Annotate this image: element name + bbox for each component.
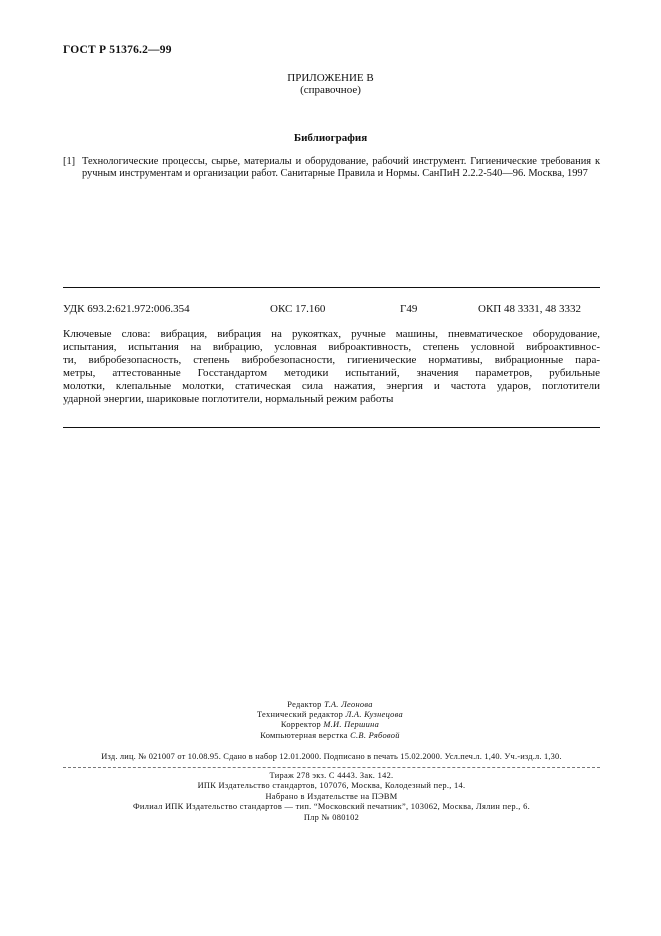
editor-role: Редактор xyxy=(287,700,322,709)
corrector-name: М.И. Першина xyxy=(323,720,380,730)
branch-address-line: Филиал ИПК Издательство стандартов — тип. “Московский печатник”, 103062, Москва, Лялин пер., 6. xyxy=(133,802,530,812)
editor-name: Т.А. Леонова xyxy=(324,700,373,709)
layout-role: Компьютерная верстка xyxy=(260,730,348,740)
document-code: ГОСТ Р 51376.2—99 xyxy=(63,44,172,56)
appendix-subtitle: (справочное) xyxy=(300,84,361,96)
udk-code: УДК 693.2:621.972:006.354 xyxy=(63,303,190,315)
appendix-title: ПРИЛОЖЕНИЕ В xyxy=(287,72,374,84)
print-run-line: Тираж 278 экз. С 4443. Зак. 142. xyxy=(269,771,394,780)
bibliography-item xyxy=(63,156,600,180)
keywords-block xyxy=(63,328,600,405)
keywords-line: ти, вибробезопасность, степень вибробезопасности, гигиенические нормативы, вибрационные пара- xyxy=(63,353,600,366)
keywords-line: метры, аттестованные Госстандартом методики испытаний, значения параметров, рубильные xyxy=(63,366,600,379)
typeset-line: Набрано в Издательстве на ПЭВМ xyxy=(265,791,398,801)
editor-line xyxy=(190,700,470,710)
bibliography-title: Библиография xyxy=(293,132,368,144)
keywords-line: ударной энергии, шариковые поглотители, нормальный режим работы xyxy=(63,392,394,405)
tech-editor-role: Технический редактор xyxy=(256,710,344,720)
bibliography-item-text: Технологические процессы, сырье, материалы и оборудование, рабочий инструмент. Гигиенические требования к ручным инструментам и организации работ. Санитарные Правила и Нормы. СанПиН 2.2.2-540—96. Москва, 1997 xyxy=(82,156,600,180)
layout-line xyxy=(190,731,470,741)
appendix-heading xyxy=(0,72,661,96)
imprint-line: Изд. лиц. № 021007 от 10.08.95. Сдано в набор 12.01.2000. Подписано в печать 15.02.2000. Усл.печ.л. 1,40. Уч.-изд.л. 1,30. xyxy=(101,752,562,761)
license-line: Плр № 080102 xyxy=(303,812,360,822)
group-code: Г49 xyxy=(400,303,418,315)
dotted-divider xyxy=(63,767,600,768)
bibliography-item-number: [1] xyxy=(63,156,76,167)
bottom-divider xyxy=(63,427,600,428)
top-divider xyxy=(63,287,600,288)
keywords-line: Ключевые слова: вибрация, вибрация на рукоятках, ручные машины, пневматическое оборудование, xyxy=(63,328,600,340)
oks-code: ОКС 17.160 xyxy=(270,303,326,315)
corrector-line xyxy=(190,720,470,730)
corrector-role: Корректор xyxy=(280,720,321,730)
layout-name: С.В. Рябовой xyxy=(350,730,400,740)
credits-block xyxy=(190,700,470,741)
publisher-address-line: ИПК Издательство стандартов, 107076, Москва, Колодезный пер., 14. xyxy=(197,781,466,791)
keywords-line: молотки, клепальные молотки, статическая сила нажатия, энергия и частота ударов, поглотители xyxy=(63,379,600,392)
publisher-block xyxy=(63,771,600,823)
tech-editor-name: Л.А. Кузнецова xyxy=(345,710,404,720)
okp-code: ОКП 48 3331, 48 3332 xyxy=(478,303,581,315)
tech-editor-line xyxy=(190,710,470,720)
keywords-line: испытания, испытания на вибрацию, условная виброактивность, степень условной виброактивнос- xyxy=(63,340,600,353)
